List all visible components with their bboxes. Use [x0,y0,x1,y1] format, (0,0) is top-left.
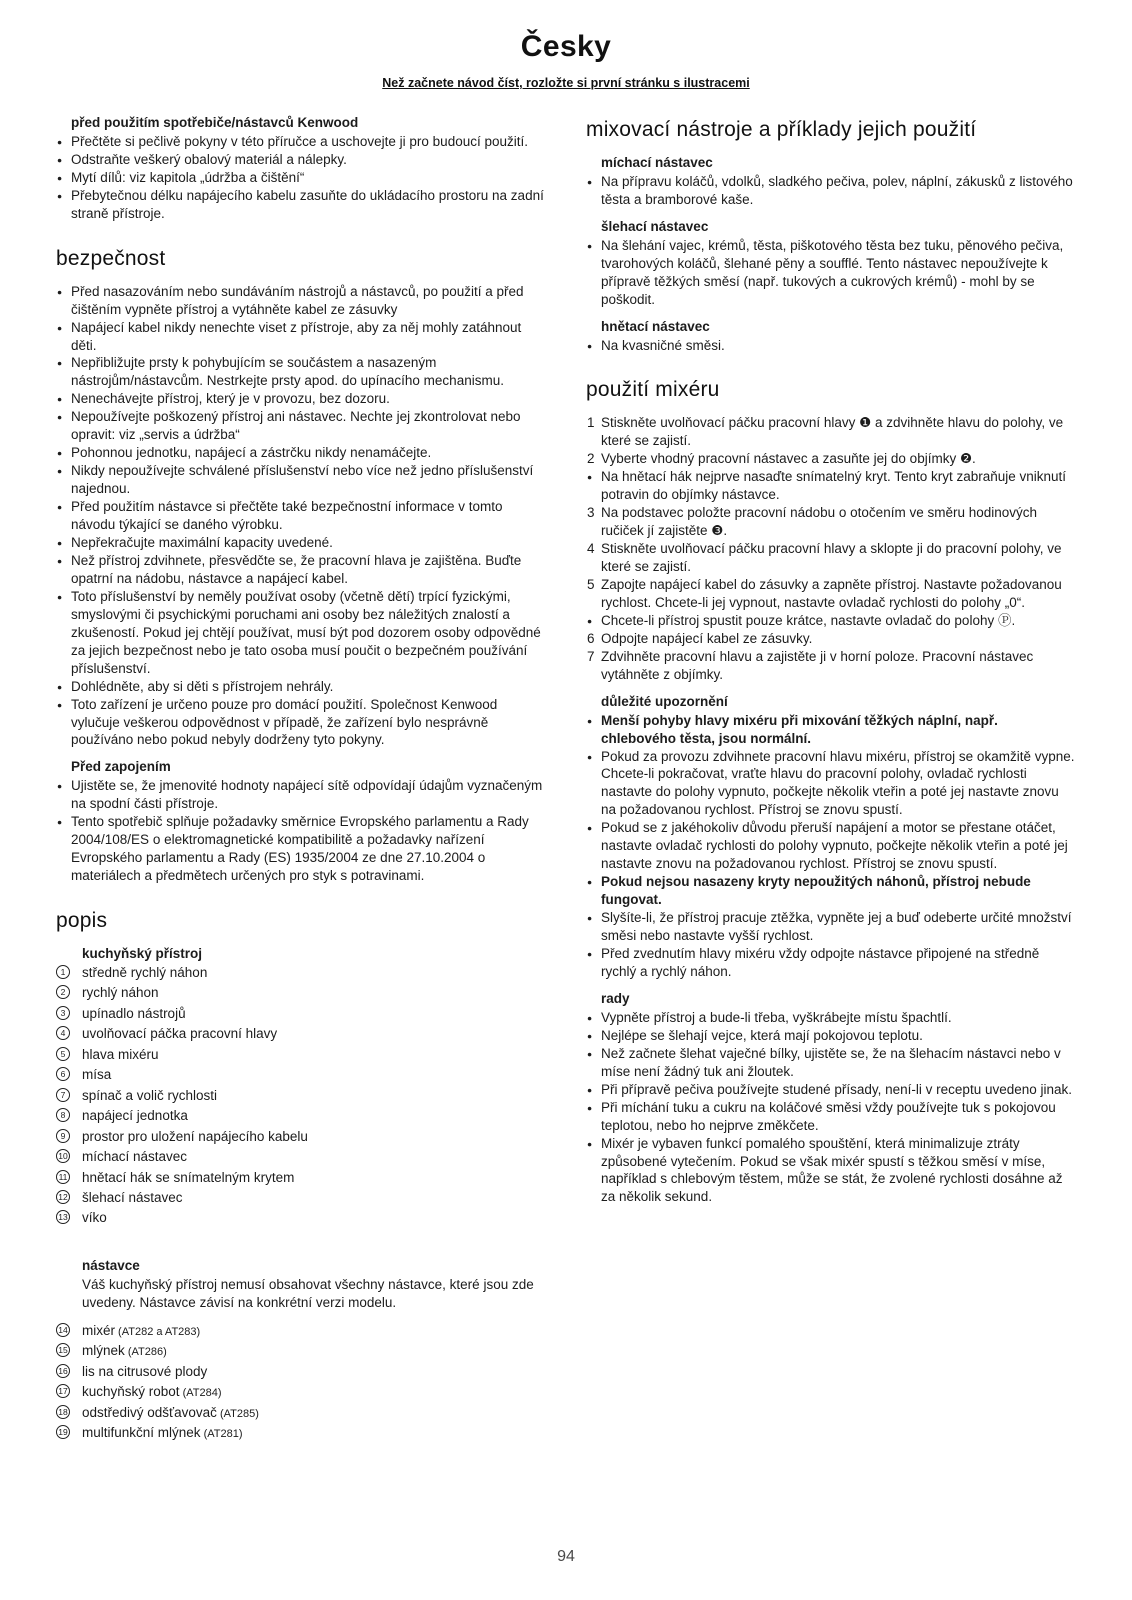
bullet-text: Tento spotřebič splňuje požadavky směrnice Evropského parlamentu a Rady 2004/108/ES o elektromagnetické kompatibilitě a požadavky nařízení Evropského parlamentu a Rady (ES) 1935/2004 ze dne 27.10.2004 o materiálech a předmětech určených pro styk s potravinami. [71,814,529,884]
circled-number-icon: 15 [56,1343,70,1357]
circled-number-icon: 13 [56,1210,70,1224]
bullet-text: Dohlédněte, aby si děti s přístrojem nehrály. [71,678,334,694]
bullet-item [56,552,546,588]
numbered-step [586,540,1076,576]
bullet-icon: ● [57,466,63,477]
unfold-instruction: Než začnete návod číst, rozložte si první stránku s ilustracemi [382,76,750,90]
part-label: prostor pro uložení napájecího kabelu [82,1128,308,1144]
bullet-item [56,319,546,355]
step-number: 1 [587,415,595,431]
part-label: mísa [82,1067,112,1083]
bullet-text: Chcete-li přístroj spustit pouze krátce, nastavte ovladač do polohy Ⓟ. [601,612,1016,628]
step-text: Stiskněte uvolňovací páčku pracovní hlavy ❶ a zdvihněte hlavu do polohy, ve které se zajistí. [601,415,1064,449]
parts-list-item [56,1025,546,1043]
bullet-icon: ● [57,190,63,201]
spacer [56,1230,546,1248]
bullet-icon: ● [57,699,63,710]
part-label: hlava mixéru [82,1046,159,1062]
numbered-step [586,414,1076,450]
part-model-note: (AT284) [179,1387,222,1400]
bullet-icon: ● [587,240,593,251]
parts-list-item [56,1128,546,1146]
bullet-icon: ● [587,1030,593,1041]
bullet-item [586,748,1076,820]
part-model-note: (AT281) [200,1427,243,1440]
parts-list-item [56,1189,546,1207]
circled-number-icon: 9 [56,1129,70,1143]
bullet-item [586,712,1076,748]
bullet-text: Nepřibližujte prsty k pohybujícím se součástem a nasazeným nástrojům/nástavcům. Nestrkejte prsty apod. do upínacího mechanismu. [71,355,504,389]
circled-number-icon: 10 [56,1149,70,1163]
bullet-item [56,151,546,169]
parts-list-item [56,1424,546,1442]
parts-list-item [56,1046,546,1064]
circled-number-icon: 8 [56,1108,70,1122]
bullet-item [56,462,546,498]
circled-number-icon: 2 [56,985,70,999]
step-number: 5 [587,576,595,592]
circled-number-icon: 16 [56,1364,70,1378]
bullet-icon: ● [587,1048,593,1059]
bullet-text: Než začnete šlehat vaječné bílky, ujistěte se, že na šlehacím nástavci nebo v míse není žádný tuk ani žloutek. [601,1045,1061,1079]
step-text: Zapojte napájecí kabel do zásuvky a zapněte přístroj. Nastavte požadovanou rychlost. Chcete-li jej vypnout, nastavte ovladač rychlosti do polohy „0“. [601,576,1062,610]
bullet-icon: ● [57,358,63,369]
bullet-text: Pokud za provozu zdvihnete pracovní hlavu mixéru, přístroj se okamžitě vypne. Chcete-li pokračovat, vraťte hlavu do pracovní polohy, ovladač rychlosti nastavte do polohy vypnuto, počkejte několik vteřin a poté jej nastavte znovu na požadovanou rychlost. Přístroj se znovu spustí. [601,748,1075,818]
circled-number-icon: 11 [56,1170,70,1184]
part-model-note: (AT282 a AT283) [115,1325,201,1338]
circled-number-icon: 6 [56,1067,70,1081]
part-label: spínač a volič rychlosti [82,1087,218,1103]
bullet-icon: ● [57,537,63,548]
bullet-icon: ● [57,286,63,297]
bullet-item [586,612,1076,630]
section-heading: popis [56,909,108,933]
bullet-item [56,678,546,696]
bullet-item [56,283,546,319]
bullet-item [56,133,546,151]
sub-heading: před použitím spotřebiče/nástavců Kenwood [71,115,359,130]
bullet-item [56,813,546,885]
parts-list-item [56,1342,546,1360]
sub-heading: rady [601,990,630,1006]
bullet-text: Pohonnou jednotku, napájecí a zástrčku nikdy nenamáčejte. [71,445,432,461]
sub-heading: šlehací nástavec [601,218,709,234]
bullet-item [56,588,546,678]
circled-number-icon: 19 [56,1425,70,1439]
bullet-text: Při přípravě pečiva používejte studené přísady, není-li v receptu uvedeno jinak. [601,1081,1073,1097]
parts-list-item [56,1087,546,1105]
bullet-item [586,173,1076,209]
bullet-icon: ● [587,1084,593,1095]
language-title: Česky [520,30,612,63]
bullet-text: Nenechávejte přístroj, který je v provozu, bez dozoru. [71,391,390,407]
bullet-icon: ● [587,340,593,351]
bullet-text: Před použitím nástavce si přečtěte také bezpečnostní informace v tomto návodu týkající se daného výrobku. [71,499,503,533]
parts-list-item [56,1322,546,1340]
bullet-icon: ● [57,172,63,183]
bullet-text: Nikdy nepoužívejte schválené příslušenství nebo více než jedno příslušenství najednou. [71,463,534,497]
bullet-icon: ● [587,913,593,924]
bullet-icon: ● [587,1138,593,1149]
part-label: míchací nástavec [82,1149,188,1165]
step-number: 4 [587,541,595,557]
sub-heading: Před zapojením [71,759,171,775]
numbered-step [586,504,1076,540]
bullet-text: Na kvasničné směsi. [601,337,725,353]
circled-number-icon: 17 [56,1384,70,1398]
bullet-text: Toto příslušenství by neměly používat osoby (včetně dětí) trpící fyzickými, smyslovými či psychickými poruchami ani osoby bez náležitých znalostí a zkušeností. Pokud jej chtějí používat, musí být pod dozorem osoby odpovědné za jejich bezpečnost nebo je tato osoba musí poučit o bezpečném používání příslušenství. [71,588,541,676]
step-text: Odpojte napájecí kabel ze zásuvky. [601,630,813,646]
step-number: 6 [587,630,595,646]
bullet-item [56,534,546,552]
bullet-item [586,468,1076,504]
bullet-icon: ● [57,817,63,828]
bullet-item [586,945,1076,981]
bullet-item [56,498,546,534]
part-label: mlýnek [82,1343,125,1359]
bullet-icon: ● [587,615,593,626]
bullet-text: Na šlehání vajec, krémů, těsta, piškotového těsta bez tuku, pěnového pečiva, tvarohových koláčů, šlehané pěny a soufflé. Tento nástavec nepoužívejte k přípravě těžkých směsí (např. tukových a cukrových krémů) - mohl by se poškodit. [601,237,1064,307]
parts-list-item [56,964,546,982]
part-model-note: (AT286) [124,1346,167,1359]
bullet-icon: ● [587,823,593,834]
parts-list-item [56,1107,546,1125]
numbered-step [586,576,1076,612]
bullet-text: Než přístroj zdvihnete, přesvědčte se, že pracovní hlava je zajištěna. Buďte opatrní na nádobu, nástavce a napájecí kabel. [71,552,522,586]
bullet-text: Nepoužívejte poškozený přístroj ani nástavec. Nechte jej zkontrolovat nebo opravit: viz „servis a údržba“ [71,409,521,443]
step-number: 7 [587,648,595,664]
bullet-text: Přebytečnou délku napájecího kabelu zasuňte do ukládacího prostoru na zadní straně přístroje. [71,187,544,221]
part-label: upínadlo nástrojů [82,1005,186,1021]
bullet-icon: ● [57,394,63,405]
bullet-text: Před zvednutím hlavy mixéru vždy odpojte nástavce připojené na středně rychlý a rychlý náhon. [601,946,1040,979]
circled-number-icon: 5 [56,1047,70,1061]
bullet-icon: ● [587,949,593,960]
bullet-item [56,354,546,390]
spacer [56,1312,546,1322]
bullet-text: Při míchání tuku a cukru na koláčové směsi vždy používejte tuk s pokojovou teplotou, nebo ho nejprve změkčete. [601,1099,1056,1133]
part-label: kuchyňský robot [82,1384,180,1400]
section-heading: bezpečnost [56,246,166,270]
circled-number-icon: 7 [56,1088,70,1102]
circled-number-icon: 14 [56,1323,70,1337]
bullet-item [586,337,1076,355]
bullet-text: Mixér je vybaven funkcí pomalého spouštění, která minimalizuje ztráty způsobené vytečením. Pokud se však mixér spustí s těžkou směsí v míse, například s chlebovým těstem, může se stát, že zvolené rychlosti dosáhne až za několik sekund. [601,1135,1063,1205]
bullet-text: Napájecí kabel nikdy nenechte viset z přístroje, aby za něj mohly zatáhnout děti. [71,319,522,353]
bullet-icon: ● [57,412,63,423]
bullet-item [56,408,546,444]
content-columns [56,114,1076,1444]
bullet-item [586,237,1076,309]
part-label: multifunkční mlýnek [82,1424,201,1440]
parts-list-item [56,1148,546,1166]
parts-list-item [56,984,546,1002]
step-number: 2 [587,451,595,467]
bullet-item [56,777,546,813]
circled-number-icon: 3 [56,1006,70,1020]
step-text: Na podstavec položte pracovní nádobu o otočením ve směru hodinových ručiček jí zajistěte ❸. [601,505,1038,539]
bullet-text: Ujistěte se, že jmenovité hodnoty napájecí sítě odpovídají údajům vyznačeným na spodní části přístroje. [71,778,543,812]
bullet-item [56,444,546,462]
bullet-text: Přečtěte si pečlivě pokyny v této příručce a uschovejte ji pro budoucí použití. [71,133,528,149]
numbered-step [586,450,1076,468]
bullet-item [586,1135,1076,1207]
bullet-text: Nepřekračujte maximální kapacity uvedené. [71,534,333,550]
bullet-text: Pokud nejsou nasazeny kryty nepoužitých náhonů, přístroj nebude fungovat. [601,874,1031,908]
bullet-item [586,909,1076,945]
bullet-icon: ● [57,781,63,792]
bullet-item [56,187,546,223]
page-footer [0,1548,1132,1566]
bullet-icon: ● [587,1012,593,1023]
section-heading: mixovací nástroje a příklady jejich použití [586,118,977,141]
bullet-item [586,1081,1076,1099]
sub-heading: míchací nástavec [601,154,713,170]
bullet-icon: ● [57,322,63,333]
part-label: mixér [82,1322,115,1338]
bullet-text: Vypněte přístroj a bude-li třeba, vyškrábejte místu špachtlí. [601,1009,952,1025]
part-label: šlehací nástavec [82,1189,183,1205]
bullet-item [586,1027,1076,1045]
bullet-icon: ● [587,751,593,762]
bullet-text: Pokud se z jakéhokoliv důvodu přeruší napájení a motor se přestane otáčet, nastavte ovladač rychlosti do polohy vypnuto, počkejte několik vteřin a poté jej nastavte znovu na požadovanou rychlost. Přístroj se znovu spustí. [601,820,1068,872]
numbered-step [586,648,1076,684]
bullet-item [586,1045,1076,1081]
sub-heading: hnětací nástavec [601,318,710,334]
parts-list-item [56,1169,546,1187]
bullet-icon: ● [57,502,63,513]
part-label: napájecí jednotka [82,1108,188,1124]
circled-number-icon: 18 [56,1405,70,1419]
step-text: Stiskněte uvolňovací páčku pracovní hlavy a sklopte ji do pracovní polohy, ve které se zajistí. [601,541,1062,574]
section-heading: použití mixéru [586,378,720,402]
step-text: Zdvihněte pracovní hlavu a zajistěte ji v horní poloze. Pracovní nástavec vytáhněte z objímky. [601,648,1034,682]
part-label: uvolňovací páčka pracovní hlavy [82,1026,278,1042]
sub-heading: důležité upozornění [601,693,728,709]
bullet-item [586,819,1076,873]
bullet-item [586,1009,1076,1027]
part-label: hnětací hák se snímatelným krytem [82,1169,295,1185]
bullet-icon: ● [587,715,593,726]
part-label: lis na citrusové plody [82,1363,208,1379]
bullet-text: Slyšíte-li, že přístroj pracuje ztěžka, vypněte jej a buď odeberte určité množství směsi nebo nastavte vyšší rychlost. [601,910,1072,944]
part-label: odstředivý odšťavovač [82,1404,217,1420]
circled-number-icon: 12 [56,1190,70,1204]
sub-heading: nástavce [82,1257,140,1273]
part-label: víko [82,1210,107,1226]
bullet-text: Menší pohyby hlavy mixéru při mixování těžkých náplní, např. chlebového těsta, jsou normální. [601,712,998,746]
bullet-item [56,169,546,187]
bullet-icon: ● [587,877,593,888]
part-label: rychlý náhon [82,985,159,1001]
parts-list-item [56,1066,546,1084]
circled-number-icon: 1 [56,965,70,979]
part-model-note: (AT285) [216,1407,259,1420]
right-column [586,114,1076,1206]
bullet-text: Na přípravu koláčů, vdolků, sladkého pečiva, polev, náplní, zákusků z listového těsta a bramborové kaše. [601,173,1073,207]
bullet-text: Před nasazováním nebo sundáváním nástrojů a nástavců, po použití a před čištěním vypněte přístroj a vytáhněte kabel ze zásuvky [71,283,524,317]
parts-list-item [56,1209,546,1227]
step-number: 3 [587,505,595,521]
left-column [56,114,546,1444]
page-header [56,30,1076,90]
circled-number-icon: 4 [56,1026,70,1040]
numbered-step [586,630,1076,648]
bullet-icon: ● [57,591,63,602]
sub-heading: kuchyňský přístroj [82,946,203,962]
bullet-icon: ● [587,176,593,187]
bullet-icon: ● [57,681,63,692]
step-text: Vyberte vhodný pracovní nástavec a zasuňte jej do objímky ❷. [601,451,976,467]
parts-list-item [56,1383,546,1401]
bullet-text: Mytí dílů: viz kapitola „údržba a čištění“ [71,169,305,185]
bullet-item [56,390,546,408]
page-number: 94 [557,1548,575,1565]
bullet-text: Odstraňte veškerý obalový materiál a nálepky. [71,151,347,167]
parts-list-item [56,1363,546,1381]
paragraph: Váš kuchyňský přístroj nemusí obsahovat všechny nástavce, které jsou zde uvedeny. Nástavce závisí na konkrétní verzi modelu. [82,1276,534,1310]
bullet-text: Nejlépe se šlehají vejce, která mají pokojovou teplotu. [601,1027,923,1043]
parts-list-item [56,1404,546,1422]
bullet-text: Toto zařízení je určeno pouze pro domácí použití. Společnost Kenwood vylučuje veškerou odpovědnost v případě, že zařízení bylo nesprávně používáno nebo pokud nebyly dodrženy tyto pokyny. [71,696,498,748]
bullet-icon: ● [57,448,63,459]
bullet-icon: ● [57,136,63,147]
bullet-item [56,696,546,750]
bullet-icon: ● [587,472,593,483]
parts-list-item [56,1005,546,1023]
bullet-item [586,1099,1076,1135]
bullet-item [586,873,1076,909]
bullet-icon: ● [57,555,63,566]
bullet-icon: ● [587,1102,593,1113]
bullet-text: Na hnětací hák nejprve nasaďte snímatelný kryt. Tento kryt zabraňuje vniknutí potravin do objímky nástavce. [601,469,1067,503]
part-label: středně rychlý náhon [82,964,208,980]
bullet-icon: ● [57,154,63,165]
